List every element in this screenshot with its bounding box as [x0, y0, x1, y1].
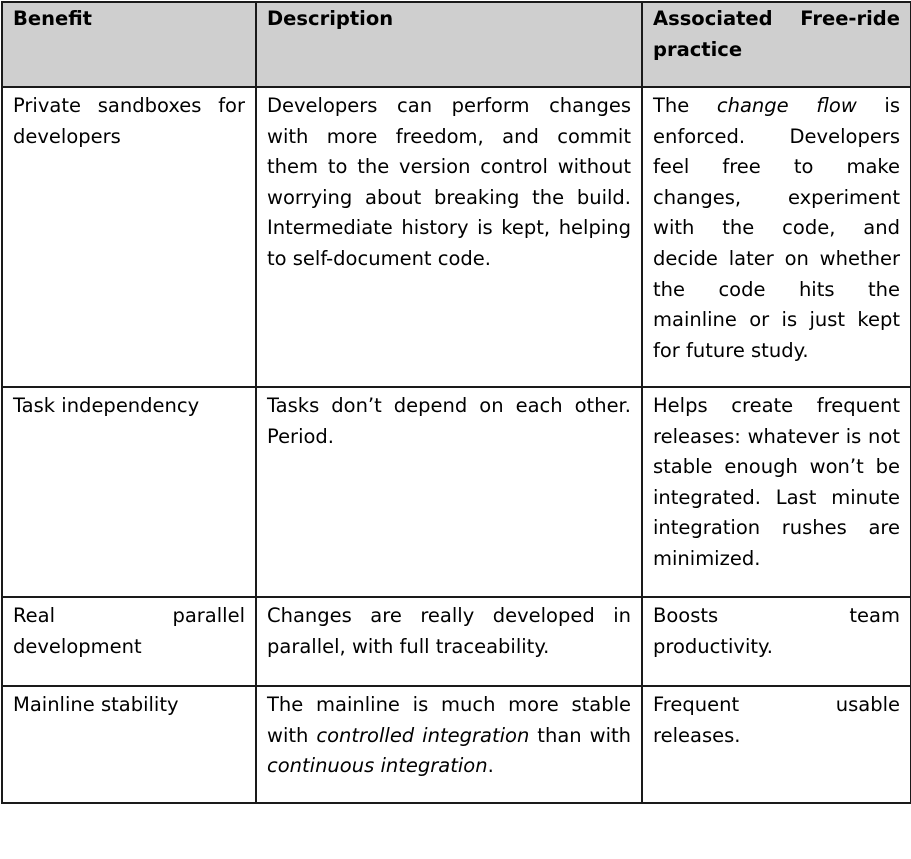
header-practice: Associated Free-ride practice: [642, 2, 911, 87]
description-emphasis: controlled integration: [316, 723, 530, 747]
table-row: [2, 387, 911, 597]
table-header-row: [2, 2, 911, 87]
table-row: [2, 686, 911, 803]
benefit-cell: Private sandboxes for developers: [2, 87, 256, 387]
table-row: [2, 87, 911, 387]
benefit-cell: Task independency: [2, 387, 256, 597]
benefits-table: [1, 1, 911, 804]
description-cell: Developers can perform changes with more freedom, and commit them to the version control without worrying about breaking the build. Intermediate history is kept, helping to self-document code.: [256, 87, 642, 387]
description-cell: Changes are really developed in parallel, with full traceability.: [256, 597, 642, 686]
description-text: than with: [529, 723, 631, 747]
practice-cell: Boosts team productivity.: [642, 597, 911, 686]
description-cell: [256, 686, 642, 803]
description-emphasis: continuous integration: [267, 754, 488, 778]
description-text: The mainline is much more stable with: [267, 693, 631, 747]
header-benefit: Benefit: [2, 2, 256, 87]
practice-text: is enforced. Developers feel free to make changes, experiment with the code, and decide later on whether the code hits the mainline or is just kept for future study.: [653, 94, 900, 362]
description-text: .: [487, 754, 494, 778]
practice-cell: Helps create frequent releases: whatever is not stable enough won’t be integrated. Last minute integration rushes are minimized.: [642, 387, 911, 597]
practice-emphasis: change flow: [716, 94, 857, 117]
benefit-cell: Mainline stability: [2, 686, 256, 803]
practice-cell: [642, 87, 911, 387]
header-description: Description: [256, 2, 642, 87]
practice-text: The: [653, 94, 717, 117]
description-cell: Tasks don’t depend on each other. Period.: [256, 387, 642, 597]
table-row: [2, 597, 911, 686]
practice-cell: Frequent usable releases.: [642, 686, 911, 803]
benefit-cell: Real parallel development: [2, 597, 256, 686]
